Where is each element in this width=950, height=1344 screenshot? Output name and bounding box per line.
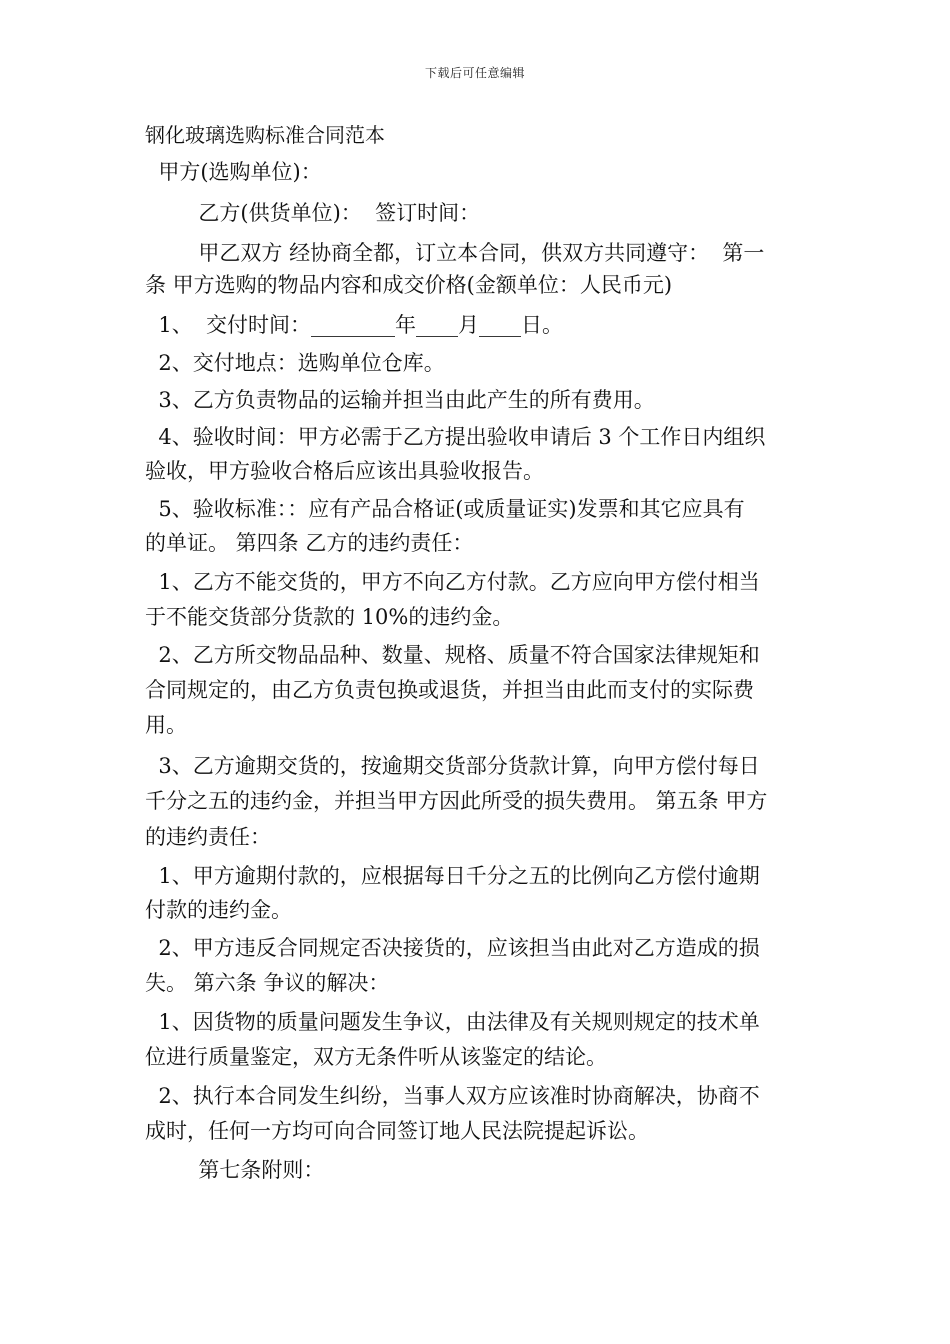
page-header: 下载后可任意编辑 — [424, 66, 525, 80]
paragraph-line: 5、验收标准：：应有产品合格证(或质量证实)发票和其它应具有 — [145, 497, 745, 521]
paragraph-line: 失。 第六条 争议的解决： — [145, 971, 390, 995]
paragraph-line: 3、乙方逾期交货的，按逾期交货部分货款计算，向甲方偿付每日 — [145, 754, 760, 778]
paragraph-line: 千分之五的违约金，并担当甲方因此所受的损失费用。 第五条 甲方 — [145, 789, 768, 813]
paragraph-line: 条 甲方选购的物品内容和成交价格(金额单位：人民币元) — [145, 273, 673, 297]
paragraph-line: 2、交付地点：选购单位仓库。 — [145, 351, 445, 375]
paragraph-line: 3、乙方负责物品的运输并担当由此产生的所有费用。 — [145, 388, 655, 412]
paragraph-line: 验收，甲方验收合格后应该出具验收报告。 — [145, 459, 544, 483]
paragraph-line: 2、乙方所交物品品种、数量、规格、质量不符合国家法律规矩和 — [145, 643, 760, 667]
paragraph-line: 合同规定的，由乙方负责包换或退货，并担当由此而支付的实际费 — [145, 678, 754, 702]
paragraph-line: 付款的违约金。 — [145, 898, 292, 922]
paragraph-line: 甲乙双方 经协商全都，订立本合同，供双方共同遵守： 第一 — [145, 241, 765, 265]
paragraph-line: 1、 交付时间：________年____月____日。 — [145, 313, 564, 337]
paragraph-line: 2、甲方违反合同规定否决接货的，应该担当由此对乙方造成的损 — [145, 936, 760, 960]
paragraph-line: 1、甲方逾期付款的，应根据每日千分之五的比例向乙方偿付逾期 — [145, 864, 760, 888]
paragraph-line: 1、乙方不能交货的，甲方不向乙方付款。乙方应向甲方偿付相当 — [145, 570, 760, 594]
paragraph-line: 的违约责任： — [145, 825, 271, 849]
paragraph-line: 2、执行本合同发生纠纷，当事人双方应该准时协商解决，协商不 — [145, 1084, 760, 1108]
paragraph-line: 第七条附则： — [145, 1158, 325, 1182]
paragraph-line: 用。 — [145, 713, 187, 737]
paragraph-line: 于不能交货部分货款的 10%的违约金。 — [145, 605, 514, 629]
paragraph-line: 的单证。 第四条 乙方的违约责任： — [145, 531, 474, 555]
document-title: 钢化玻璃选购标准合同范本 — [145, 123, 385, 147]
paragraph-line: 位进行质量鉴定，双方无条件听从该鉴定的结论。 — [145, 1045, 607, 1069]
paragraph-line: 成时，任何一方均可向合同签订地人民法院提起诉讼。 — [145, 1119, 649, 1143]
paragraph-line: 乙方(供货单位)： 签订时间： — [145, 201, 481, 225]
paragraph-line: 1、因货物的质量问题发生争议，由法律及有关规则规定的技术单 — [145, 1010, 760, 1034]
paragraph-line: 4、验收时间：甲方必需于乙方提出验收申请后 3 个工作日内组织 — [145, 425, 766, 449]
paragraph-line: 甲方(选购单位)： — [145, 160, 322, 184]
